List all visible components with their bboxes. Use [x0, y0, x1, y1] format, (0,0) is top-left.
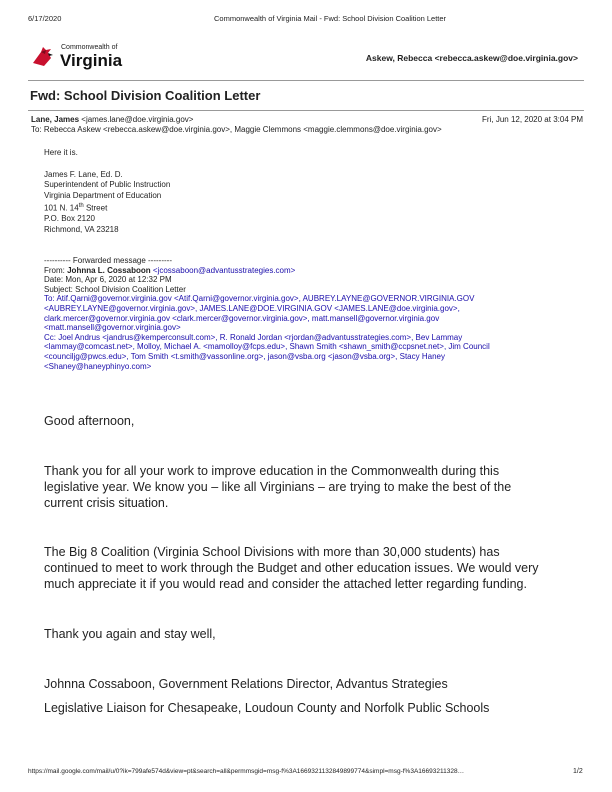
forward-to-line[interactable]: clark.mercer@governor.virginia.gov <clark.mercer@governor.virginia.gov>, matt.mansell@governor.virginia.gov [44, 313, 440, 323]
forward-cc-line[interactable]: <lammay@comcast.net>, Molloy, Michael A. <mamolloy@fcps.edu>, Shawn Smith <shawn_smith@ccpsnet.net>, Jim Council [44, 342, 490, 352]
forward-to-line[interactable]: <AUBREY.LAYNE@governor.virginia.gov>, JAMES.LANE@DOE.VIRGINIA.GOV <JAMES.LANE@doe.virginia.gov>, [44, 303, 460, 313]
email-subject: Fwd: School Division Coalition Letter [30, 88, 261, 103]
logo-line1: Commonwealth of [61, 44, 118, 51]
print-title: Commonwealth of Virginia Mail - Fwd: School Division Coalition Letter [214, 14, 447, 23]
forward-from: From: Johnna L. Cossaboon <jcossaboon@advantusstrategies.com> [44, 265, 296, 275]
sig-pobox: P.O. Box 2120 [44, 214, 95, 224]
from-name: Johnna L. Cossaboon [67, 265, 151, 275]
to-line: To: Rebecca Askew <rebecca.askew@doe.virginia.gov>, Maggie Clemmons <maggie.clemmons@doe.virginia.gov> [31, 124, 442, 134]
message-header [31, 115, 583, 134]
divider [28, 80, 584, 81]
sig-dept: Virginia Department of Education [44, 190, 162, 200]
letter-signature-line1: Johnna Cossaboon, Government Relations Director, Advantus Strategies [44, 677, 448, 691]
letter-signature-line2: Legislative Liaison for Chesapeake, Loudoun County and Norfolk Public Schools [44, 701, 490, 715]
signature-block [44, 170, 170, 235]
paragraph-2: The Big 8 Coalition (Virginia School Divisions with more than 30,000 students) has continued to meet to work through the Budget and other education issues. We would very much appreciate it if you would read and consider the attached letter regarding funding. [44, 545, 539, 591]
from-email-link[interactable]: <jcossaboon@advantusstrategies.com> [152, 265, 296, 275]
forward-date: Date: Mon, Apr 6, 2020 at 12:32 PM [44, 275, 172, 285]
print-url: https://mail.google.com/mail/u/0?ik=799afe574d&view=pt&search=all&permmsgid=msg-f%3A1669321132849899774&simpl=msg-f%3A16693211328… [28, 768, 465, 775]
forwarded-message [44, 256, 589, 371]
forward-cc-line[interactable]: <counciljg@pwcs.edu>, Tom Smith <t.smith@vassonline.org>, jason@vsba.org <jason@vsba.org>, Stacy Haney [44, 351, 445, 361]
forward-subject: Subject: School Division Coalition Letter [44, 284, 186, 294]
message-date: Fri, Jun 12, 2020 at 3:04 PM [482, 115, 583, 124]
sender-email: <james.lane@doe.virginia.gov> [81, 115, 194, 124]
forward-to-line[interactable]: To: Atif.Qarni@governor.virginia.gov <Atif.Qarni@governor.virginia.gov>, AUBREY.LAYNE@GOVERNOR.VIRGINIA.GOV [44, 294, 475, 304]
logo-line2: Virginia [60, 51, 123, 70]
forward-to-line[interactable]: <matt.mansell@governor.virginia.gov> [44, 323, 181, 333]
sig-street: 101 N. 14th Street [44, 203, 108, 213]
virginia-logo [30, 44, 130, 70]
greeting: Good afternoon, [44, 414, 135, 428]
sender-name: Lane, James [31, 115, 80, 124]
sig-city: Richmond, VA 23218 [44, 224, 119, 234]
print-date: 6/17/2020 [28, 14, 62, 23]
forward-cc-line[interactable]: Cc: Joel Andrus <jandrus@kemperconsult.com>, R. Ronald Jordan <rjordan@advantusstrategies.com>, Bev Lammay [44, 332, 463, 342]
account-label: Askew, Rebecca <rebecca.askew@doe.virginia.gov> [365, 53, 578, 63]
forward-cc-line[interactable]: <Shaney@haneyphinyo.com> [44, 361, 152, 371]
divider [28, 110, 584, 111]
paragraph-1: Thank you for all your work to improve education in the Commonwealth during this legislative year. We know you – like all Virginians – are trying to make the best of the current crisis situation. [44, 464, 512, 510]
page-number: 1/2 [573, 768, 583, 775]
sig-title: Superintendent of Public Instruction [44, 180, 171, 190]
intro: Here it is. [44, 148, 78, 157]
closing: Thank you again and stay well, [44, 627, 216, 641]
cardinal-icon [30, 44, 60, 68]
forward-divider: ---------- Forwarded message --------- [44, 256, 172, 265]
sig-name: James F. Lane, Ed. D. [44, 170, 123, 179]
